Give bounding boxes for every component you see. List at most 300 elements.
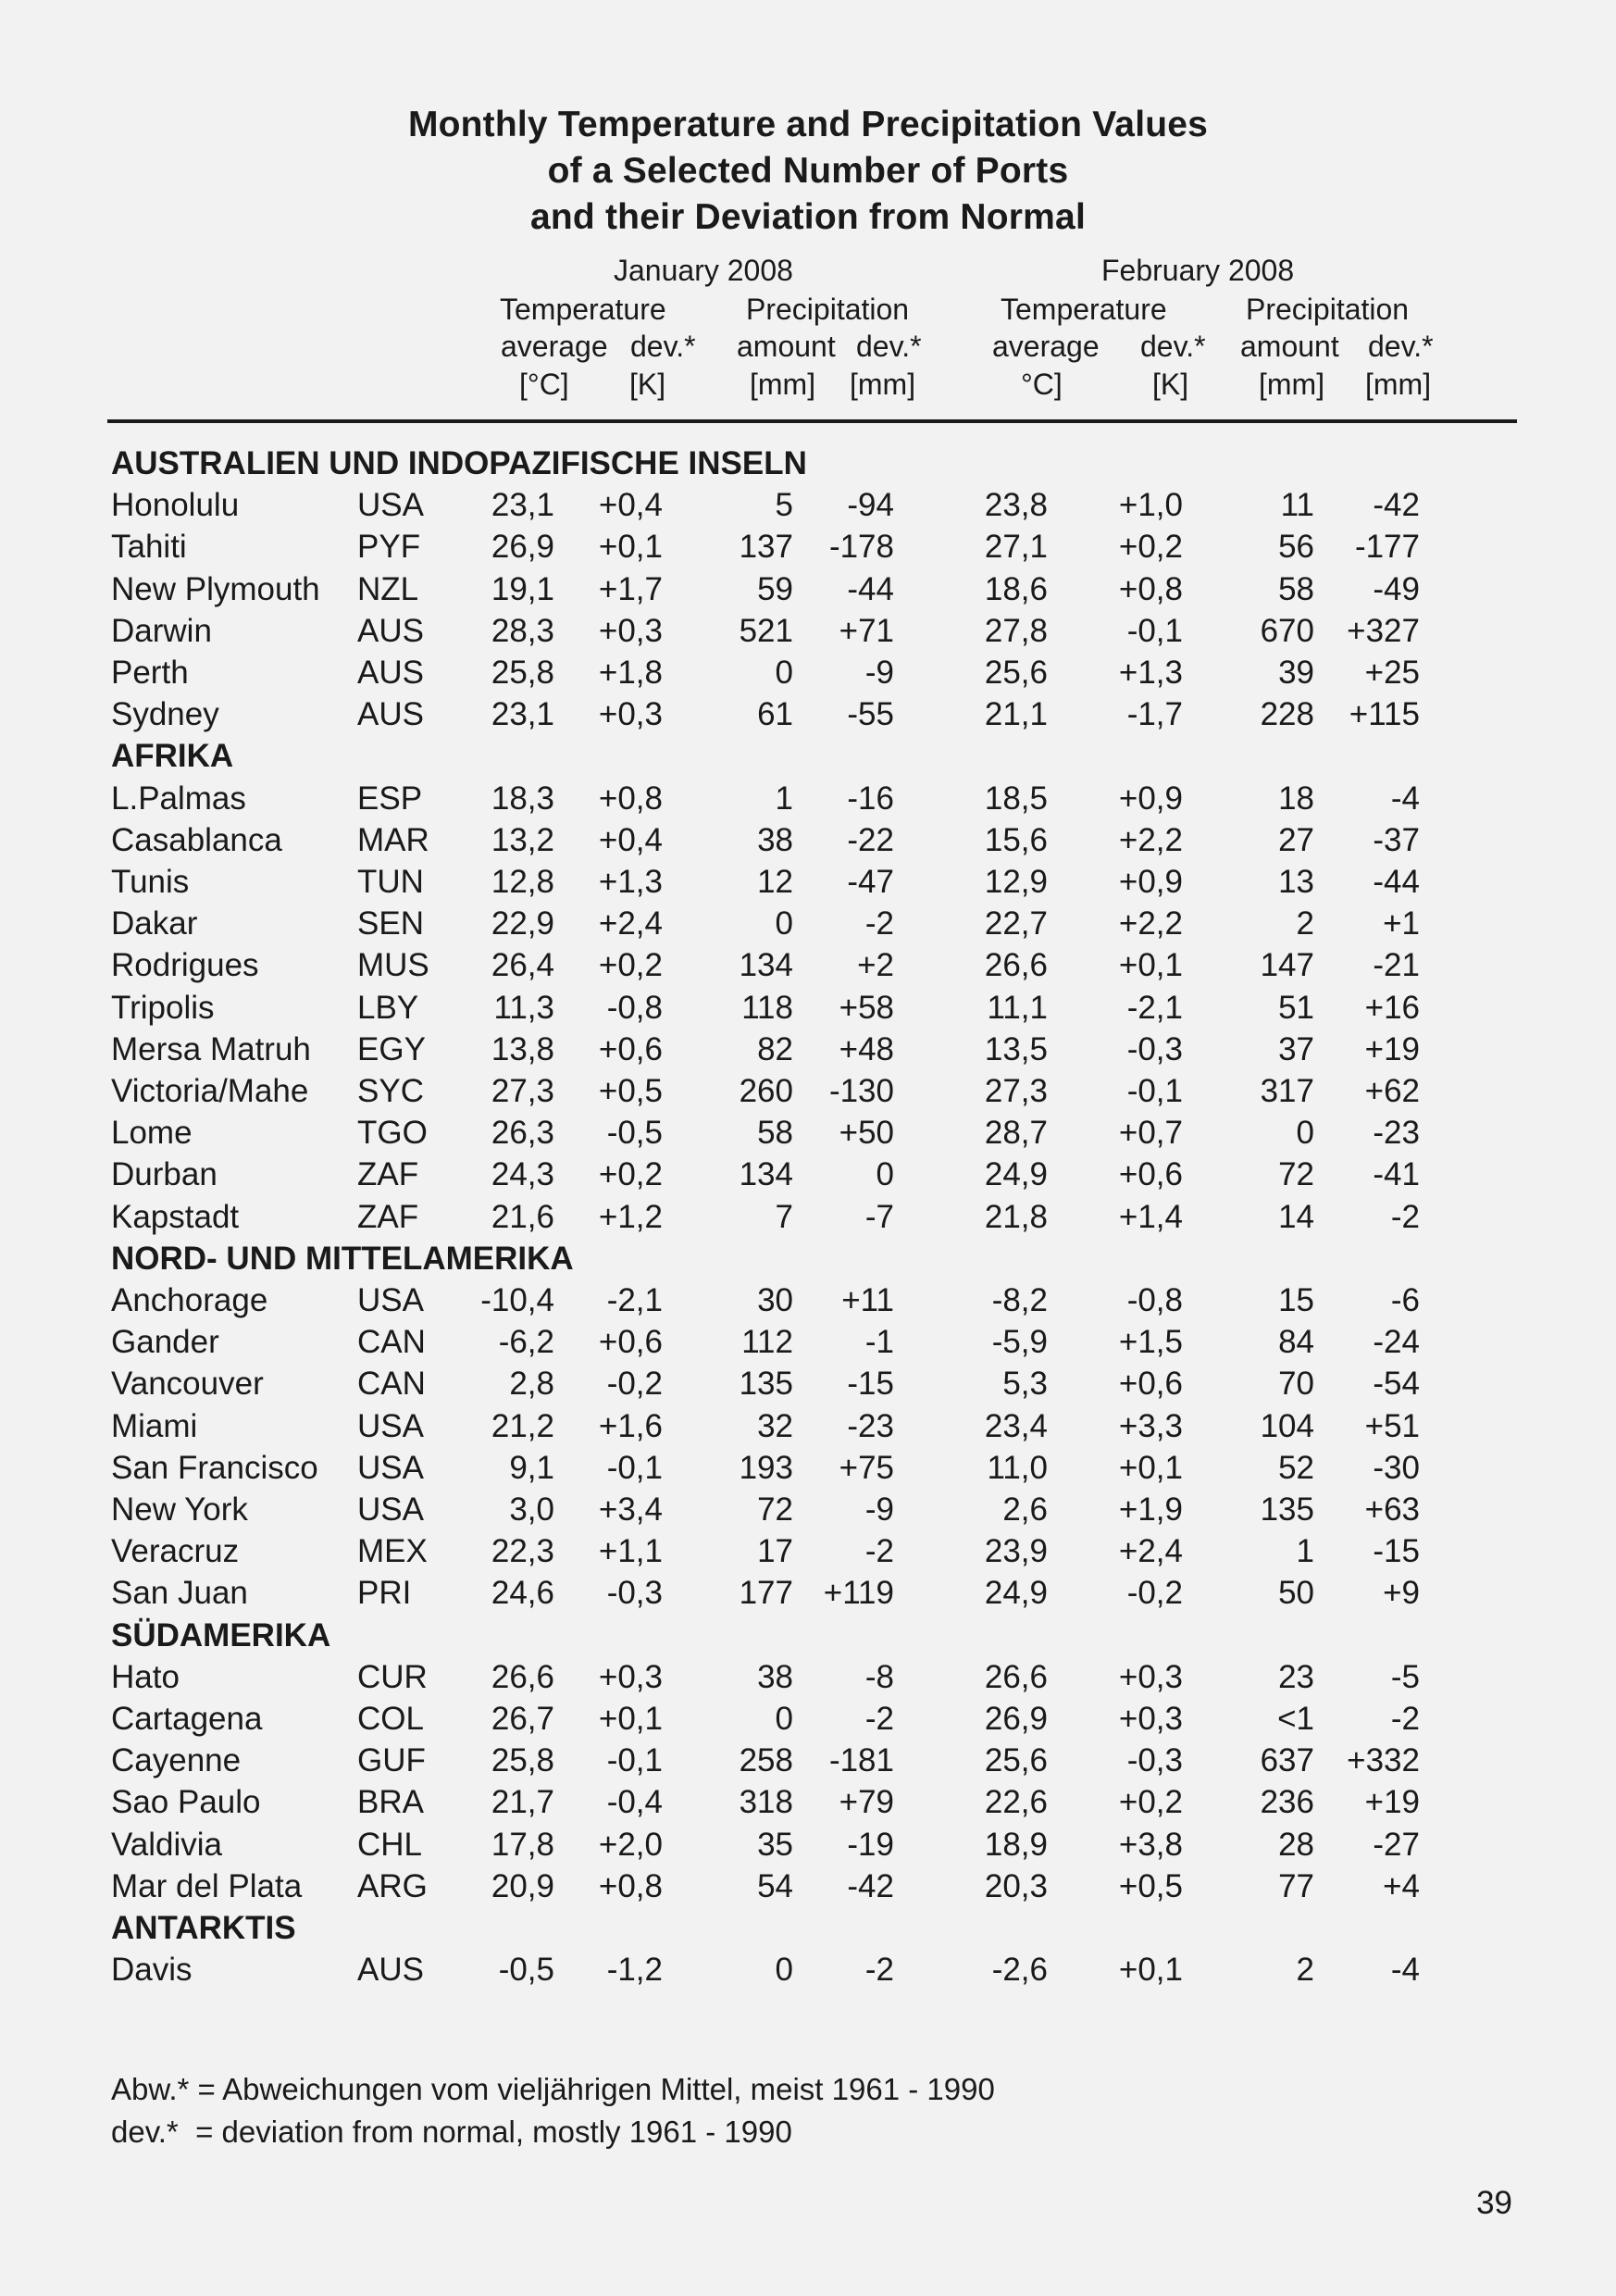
feb-precip-amount: 147 [1260, 947, 1314, 984]
jan-precip-amount: 17 [757, 1533, 793, 1570]
jan-temp-dev: +0,2 [598, 947, 663, 984]
feb-temp-dev: +0,5 [1118, 1867, 1183, 1904]
jan-precip-amount: 260 [739, 1073, 793, 1109]
feb-temp-dev: +2,2 [1118, 821, 1183, 858]
section-heading: ANTARKTIS [111, 1910, 296, 1946]
jan-temp-average: 23,1 [491, 696, 554, 733]
unit-celsius: [°C] [519, 368, 569, 401]
jan-precip-dev: -1 [864, 1324, 894, 1361]
feb-precip-amount: 28 [1278, 1826, 1314, 1863]
feb-precip-amount: 637 [1260, 1742, 1314, 1779]
jan-temp-average: 24,3 [491, 1156, 554, 1193]
city-name: Hato [111, 1658, 180, 1695]
country-code: USA [357, 1491, 424, 1528]
jan-temp-average: 25,8 [491, 1742, 554, 1779]
city-name: Valdivia [111, 1826, 222, 1863]
table-row [0, 568, 1616, 610]
jan-precip-dev: -16 [847, 780, 894, 817]
precipitation-label: Precipitation [746, 293, 910, 326]
temperature-label: Temperature [500, 293, 666, 326]
jan-temp-dev: +0,5 [598, 1073, 663, 1109]
jan-temp-dev: +0,1 [598, 529, 663, 566]
jan-temp-average: 20,9 [491, 1867, 554, 1904]
page-title [0, 102, 1616, 241]
feb-temp-average: 22,6 [984, 1784, 1048, 1821]
city-name: Casablanca [111, 821, 282, 858]
city-name: New Plymouth [111, 570, 320, 607]
unit-mm: [mm] [1365, 368, 1432, 401]
city-name: Sydney [111, 696, 219, 733]
table-row [0, 1321, 1616, 1363]
jan-temp-dev: +3,4 [598, 1491, 663, 1528]
country-code: MUS [357, 947, 429, 984]
feb-precip-amount: 72 [1278, 1156, 1314, 1193]
feb-temp-average: 20,3 [984, 1867, 1048, 1904]
table-row [0, 1196, 1616, 1238]
table-row [0, 778, 1616, 819]
jan-precip-dev: -47 [847, 864, 894, 900]
jan-temp-average: 25,8 [491, 655, 554, 691]
feb-precip-amount: 23 [1278, 1658, 1314, 1695]
feb-temp-average: -8,2 [991, 1282, 1048, 1318]
jan-temp-average: 26,3 [491, 1115, 554, 1152]
jan-temp-average: 28,3 [491, 612, 554, 649]
city-name: San Juan [111, 1575, 248, 1612]
city-name: Lome [111, 1115, 193, 1152]
jan-precip-amount: 32 [757, 1407, 793, 1444]
feb-temp-dev: +0,2 [1118, 529, 1183, 566]
jan-precip-dev: -2 [864, 905, 894, 942]
jan-temp-dev: +0,3 [598, 696, 663, 733]
country-code: PRI [357, 1575, 412, 1612]
feb-precip-dev: -42 [1373, 487, 1420, 524]
jan-temp-average: 21,6 [491, 1198, 554, 1235]
feb-temp-average: 11,0 [987, 1449, 1048, 1486]
feb-temp-dev: +1,0 [1118, 487, 1183, 524]
country-code: CAN [357, 1366, 426, 1403]
feb-precip-amount: 0 [1296, 1115, 1314, 1152]
city-name: New York [111, 1491, 248, 1528]
jan-temp-average: 13,8 [491, 1030, 554, 1067]
table-row [0, 1530, 1616, 1572]
table-row [0, 1029, 1616, 1070]
jan-temp-dev: -0,8 [606, 989, 663, 1026]
feb-temp-dev: +0,6 [1118, 1156, 1183, 1193]
feb-temp-dev: +2,2 [1118, 905, 1183, 942]
jan-precip-amount: 38 [757, 1658, 793, 1695]
amount-label: amount [737, 330, 836, 363]
feb-temp-dev: +0,2 [1118, 1784, 1183, 1821]
feb-temp-dev: +0,9 [1118, 864, 1183, 900]
feb-precip-dev: -4 [1390, 780, 1420, 817]
city-name: Rodrigues [111, 947, 259, 984]
jan-precip-dev: -23 [847, 1407, 894, 1444]
month-january-label: January 2008 [614, 254, 793, 287]
feb-temp-average: 25,6 [984, 1742, 1048, 1779]
feb-precip-dev: -2 [1390, 1198, 1420, 1235]
jan-precip-amount: 521 [739, 612, 793, 649]
jan-precip-amount: 112 [741, 1324, 793, 1361]
feb-temp-average: 24,9 [984, 1156, 1048, 1193]
jan-temp-dev: +0,6 [598, 1030, 663, 1067]
unit-celsius: °C] [1021, 368, 1063, 401]
feb-precip-dev: -44 [1373, 864, 1420, 900]
feb-temp-dev: +0,9 [1118, 780, 1183, 817]
table-row [0, 1405, 1616, 1447]
table-row [0, 1489, 1616, 1530]
jan-precip-amount: 61 [757, 696, 793, 733]
city-name: Tahiti [111, 529, 187, 566]
city-name: Durban [111, 1156, 218, 1193]
unit-mm: [mm] [750, 368, 816, 401]
feb-precip-dev: +19 [1364, 1784, 1420, 1821]
table-row [0, 1656, 1616, 1698]
feb-precip-amount: 56 [1278, 529, 1314, 566]
feb-precip-amount: 236 [1260, 1784, 1314, 1821]
feb-precip-amount: 70 [1278, 1366, 1314, 1403]
jan-temp-dev: +0,4 [598, 821, 663, 858]
feb-precip-dev: -27 [1373, 1826, 1420, 1863]
jan-temp-dev: +0,6 [598, 1324, 663, 1361]
country-code: TUN [357, 864, 424, 900]
table-row [0, 819, 1616, 861]
country-code: ZAF [357, 1198, 419, 1235]
table-row [0, 1866, 1616, 1907]
jan-temp-average: 2,8 [509, 1366, 554, 1403]
month-february-label: February 2008 [1101, 254, 1295, 287]
jan-precip-dev: -2 [864, 1533, 894, 1570]
country-code: ARG [357, 1867, 428, 1904]
country-code: USA [357, 1282, 424, 1318]
header-divider [107, 419, 1517, 423]
feb-temp-average: 23,8 [984, 487, 1048, 524]
jan-temp-average: -6,2 [498, 1324, 554, 1361]
country-code: AUS [357, 696, 424, 733]
dev-label: dev.* [1368, 330, 1434, 363]
jan-temp-dev: -0,2 [606, 1366, 663, 1403]
feb-temp-average: 22,7 [984, 905, 1048, 942]
jan-temp-average: 22,3 [491, 1533, 554, 1570]
title-line: Monthly Temperature and Precipitation Values [407, 105, 1209, 144]
feb-temp-average: 12,9 [984, 864, 1048, 900]
city-name: Tripolis [111, 989, 215, 1026]
feb-temp-average: 24,9 [984, 1575, 1048, 1612]
jan-precip-dev: +71 [839, 612, 894, 649]
city-name: Davis [111, 1952, 193, 1989]
feb-temp-dev: +0,8 [1118, 570, 1183, 607]
feb-temp-average: 26,6 [984, 1658, 1048, 1695]
dev-label: dev.* [856, 330, 922, 363]
feb-precip-amount: 77 [1278, 1867, 1314, 1904]
feb-precip-amount: <1 [1277, 1701, 1314, 1737]
city-name: Veracruz [111, 1533, 240, 1570]
feb-precip-dev: -5 [1390, 1658, 1420, 1695]
dev-label: dev.* [1140, 330, 1206, 363]
feb-precip-dev: +25 [1364, 655, 1420, 691]
feb-precip-dev: -15 [1373, 1533, 1420, 1570]
feb-precip-dev: -4 [1390, 1952, 1420, 1989]
table-row [0, 526, 1616, 568]
feb-temp-average: -2,6 [991, 1952, 1048, 1989]
feb-precip-dev: -54 [1373, 1366, 1420, 1403]
jan-temp-average: 17,8 [491, 1826, 554, 1863]
unit-mm: [mm] [850, 368, 916, 401]
feb-precip-dev: -177 [1354, 529, 1420, 566]
jan-temp-average: 9,1 [509, 1449, 554, 1486]
table-row [0, 1572, 1616, 1614]
jan-precip-dev: -22 [847, 821, 894, 858]
table-row [0, 944, 1616, 986]
city-name: Cartagena [111, 1701, 263, 1737]
table-row [0, 1279, 1616, 1321]
table-row [0, 1154, 1616, 1195]
table-row [0, 861, 1616, 903]
jan-temp-dev: +0,4 [598, 487, 663, 524]
country-code: TGO [357, 1115, 428, 1152]
precipitation-label: Precipitation [1246, 293, 1410, 326]
jan-temp-average: 24,6 [491, 1575, 554, 1612]
feb-precip-dev: +9 [1383, 1575, 1420, 1612]
city-name: Mersa Matruh [111, 1030, 311, 1067]
feb-precip-dev: -37 [1373, 821, 1420, 858]
unit-mm: [mm] [1259, 368, 1325, 401]
feb-temp-average: 27,1 [984, 529, 1048, 566]
jan-precip-amount: 5 [775, 487, 793, 524]
country-code: SEN [357, 905, 424, 942]
city-name: Perth [111, 655, 189, 691]
feb-precip-amount: 37 [1278, 1030, 1314, 1067]
feb-precip-amount: 104 [1260, 1407, 1314, 1444]
feb-temp-dev: +0,1 [1118, 947, 1183, 984]
feb-temp-average: 21,1 [984, 696, 1048, 733]
jan-temp-dev: -0,1 [606, 1449, 663, 1486]
country-code: GUF [357, 1742, 426, 1779]
feb-temp-average: 27,8 [984, 612, 1048, 649]
jan-precip-amount: 82 [757, 1030, 793, 1067]
jan-temp-dev: +1,1 [598, 1533, 663, 1570]
jan-temp-average: 26,6 [491, 1658, 554, 1695]
feb-precip-amount: 51 [1278, 989, 1314, 1026]
feb-precip-amount: 135 [1260, 1491, 1314, 1528]
city-name: Tunis [111, 864, 190, 900]
feb-precip-amount: 27 [1278, 821, 1314, 858]
feb-precip-dev: -24 [1373, 1324, 1420, 1361]
section-heading: NORD- UND MITTELAMERIKA [111, 1240, 574, 1277]
jan-precip-dev: -181 [828, 1742, 894, 1779]
jan-temp-average: 22,9 [491, 905, 554, 942]
feb-temp-dev: -1,7 [1126, 696, 1183, 733]
jan-precip-amount: 0 [775, 655, 793, 691]
jan-precip-dev: -19 [847, 1826, 894, 1863]
feb-temp-dev: -2,1 [1126, 989, 1183, 1026]
city-name: L.Palmas [111, 780, 246, 817]
jan-temp-average: 21,2 [491, 1407, 554, 1444]
feb-precip-dev: +332 [1347, 1742, 1420, 1779]
jan-precip-dev: -55 [847, 696, 894, 733]
jan-temp-average: 26,7 [491, 1701, 554, 1737]
feb-precip-amount: 670 [1260, 612, 1314, 649]
city-name: Cayenne [111, 1742, 242, 1779]
jan-precip-dev: +50 [839, 1115, 894, 1152]
table-row [0, 1112, 1616, 1154]
jan-temp-dev: +1,7 [598, 570, 663, 607]
footnote-en: dev.* = deviation from normal, mostly 1961 - 1990 [111, 2115, 792, 2149]
jan-precip-dev: -15 [847, 1366, 894, 1403]
jan-precip-dev: -2 [864, 1701, 894, 1737]
jan-precip-amount: 177 [739, 1575, 793, 1612]
jan-temp-dev: +0,2 [598, 1156, 663, 1193]
feb-temp-dev: +2,4 [1118, 1533, 1183, 1570]
feb-precip-amount: 18 [1278, 780, 1314, 817]
jan-precip-dev: -44 [847, 570, 894, 607]
jan-precip-amount: 59 [757, 570, 793, 607]
feb-temp-dev: +0,1 [1118, 1952, 1183, 1989]
table-row [0, 1781, 1616, 1823]
country-code: CUR [357, 1658, 428, 1695]
country-code: ESP [357, 780, 423, 817]
table-row [0, 987, 1616, 1029]
feb-temp-dev: -0,1 [1126, 612, 1183, 649]
jan-temp-dev: -0,3 [606, 1575, 663, 1612]
feb-precip-amount: 2 [1296, 1952, 1314, 1989]
feb-precip-amount: 13 [1278, 864, 1314, 900]
jan-precip-amount: 58 [757, 1115, 793, 1152]
city-name: Honolulu [111, 487, 240, 524]
feb-temp-dev: +0,7 [1118, 1115, 1183, 1152]
jan-precip-dev: +119 [823, 1575, 894, 1612]
feb-temp-dev: +1,3 [1118, 655, 1183, 691]
jan-precip-amount: 0 [775, 1701, 793, 1737]
jan-precip-amount: 30 [757, 1282, 793, 1318]
feb-temp-average: 18,5 [984, 780, 1048, 817]
feb-precip-dev: +19 [1364, 1030, 1420, 1067]
country-code: NZL [357, 570, 419, 607]
feb-temp-average: 25,6 [984, 655, 1048, 691]
feb-temp-average: 2,6 [1002, 1491, 1048, 1528]
jan-precip-dev: -178 [828, 529, 894, 566]
feb-temp-average: 28,7 [984, 1115, 1048, 1152]
country-code: MAR [357, 821, 429, 858]
country-code: AUS [357, 655, 424, 691]
jan-precip-dev: -94 [847, 487, 894, 524]
jan-precip-dev: +75 [839, 1449, 894, 1486]
jan-temp-dev: +2,0 [598, 1826, 663, 1863]
jan-precip-dev: +58 [839, 989, 894, 1026]
feb-precip-dev: -30 [1373, 1449, 1420, 1486]
feb-precip-dev: +4 [1383, 1867, 1420, 1904]
country-code: USA [357, 487, 424, 524]
jan-temp-average: 12,8 [491, 864, 554, 900]
feb-temp-dev: +0,1 [1118, 1449, 1183, 1486]
country-code: CAN [357, 1324, 426, 1361]
city-name: Sao Paulo [111, 1784, 261, 1821]
dev-label: dev.* [630, 330, 696, 363]
feb-temp-dev: -0,3 [1126, 1030, 1183, 1067]
table-row [0, 1363, 1616, 1404]
feb-temp-dev: -0,3 [1126, 1742, 1183, 1779]
footnote-de: Abw.* = Abweichungen vom vieljährigen Mittel, meist 1961 - 1990 [111, 2072, 995, 2106]
feb-temp-dev: +1,9 [1118, 1491, 1183, 1528]
feb-precip-amount: 15 [1278, 1282, 1314, 1318]
feb-temp-dev: +1,4 [1118, 1198, 1183, 1235]
jan-precip-dev: -9 [864, 1491, 894, 1528]
feb-precip-amount: 50 [1278, 1575, 1314, 1612]
jan-temp-average: 13,2 [491, 821, 554, 858]
jan-precip-dev: -9 [864, 655, 894, 691]
feb-temp-dev: +3,3 [1118, 1407, 1183, 1444]
country-code: ZAF [357, 1156, 419, 1193]
country-code: USA [357, 1407, 424, 1444]
jan-temp-average: 19,1 [491, 570, 554, 607]
country-code: MEX [357, 1533, 428, 1570]
jan-temp-average: 3,0 [509, 1491, 554, 1528]
feb-temp-dev: +0,3 [1118, 1701, 1183, 1737]
feb-precip-amount: 11 [1280, 487, 1314, 524]
jan-temp-dev: -1,2 [606, 1952, 663, 1989]
city-name: Anchorage [111, 1282, 268, 1318]
section-heading: SÜDAMERIKA [111, 1616, 331, 1653]
feb-temp-dev: -0,2 [1126, 1575, 1183, 1612]
jan-precip-dev: +11 [841, 1282, 894, 1318]
jan-precip-amount: 193 [739, 1449, 793, 1486]
table-row [0, 484, 1616, 526]
city-name: Kapstadt [111, 1198, 240, 1235]
jan-temp-dev: +1,3 [598, 864, 663, 900]
feb-temp-average: 18,9 [984, 1826, 1048, 1863]
jan-temp-average: 27,3 [491, 1073, 554, 1109]
feb-precip-dev: -2 [1390, 1701, 1420, 1737]
feb-precip-dev: -41 [1373, 1156, 1420, 1193]
table-row [0, 1070, 1616, 1112]
jan-temp-average: 26,4 [491, 947, 554, 984]
table-row [0, 1824, 1616, 1866]
feb-temp-average: 18,6 [984, 570, 1048, 607]
feb-precip-amount: 84 [1278, 1324, 1314, 1361]
jan-temp-average: -10,4 [480, 1282, 554, 1318]
jan-precip-dev: -130 [828, 1073, 894, 1109]
feb-precip-amount: 1 [1296, 1533, 1314, 1570]
jan-precip-amount: 38 [757, 821, 793, 858]
jan-temp-dev: -2,1 [606, 1282, 663, 1318]
feb-precip-dev: +62 [1364, 1073, 1420, 1109]
jan-temp-average: 23,1 [491, 487, 554, 524]
jan-precip-dev: -7 [864, 1198, 894, 1235]
feb-temp-average: -5,9 [991, 1324, 1048, 1361]
page-number: 39 [1476, 2185, 1512, 2221]
city-name: Dakar [111, 905, 198, 942]
jan-temp-dev: +1,6 [598, 1407, 663, 1444]
city-name: Mar del Plata [111, 1867, 303, 1904]
feb-temp-dev: +3,8 [1118, 1826, 1183, 1863]
feb-precip-amount: 2 [1296, 905, 1314, 942]
jan-temp-average: 18,3 [491, 780, 554, 817]
jan-temp-dev: +0,3 [598, 1658, 663, 1695]
jan-temp-average: -0,5 [498, 1952, 554, 1989]
table-row [0, 1949, 1616, 1990]
jan-precip-amount: 7 [775, 1198, 793, 1235]
country-code: LBY [357, 989, 419, 1026]
feb-temp-average: 11,1 [987, 989, 1048, 1026]
table-row [0, 903, 1616, 944]
feb-temp-average: 27,3 [984, 1073, 1048, 1109]
amount-label: amount [1240, 330, 1339, 363]
feb-precip-dev: -6 [1390, 1282, 1420, 1318]
feb-precip-amount: 39 [1278, 655, 1314, 691]
feb-precip-dev: +115 [1349, 696, 1420, 733]
jan-precip-amount: 135 [739, 1366, 793, 1403]
jan-precip-dev: +48 [839, 1030, 894, 1067]
jan-temp-average: 26,9 [491, 529, 554, 566]
